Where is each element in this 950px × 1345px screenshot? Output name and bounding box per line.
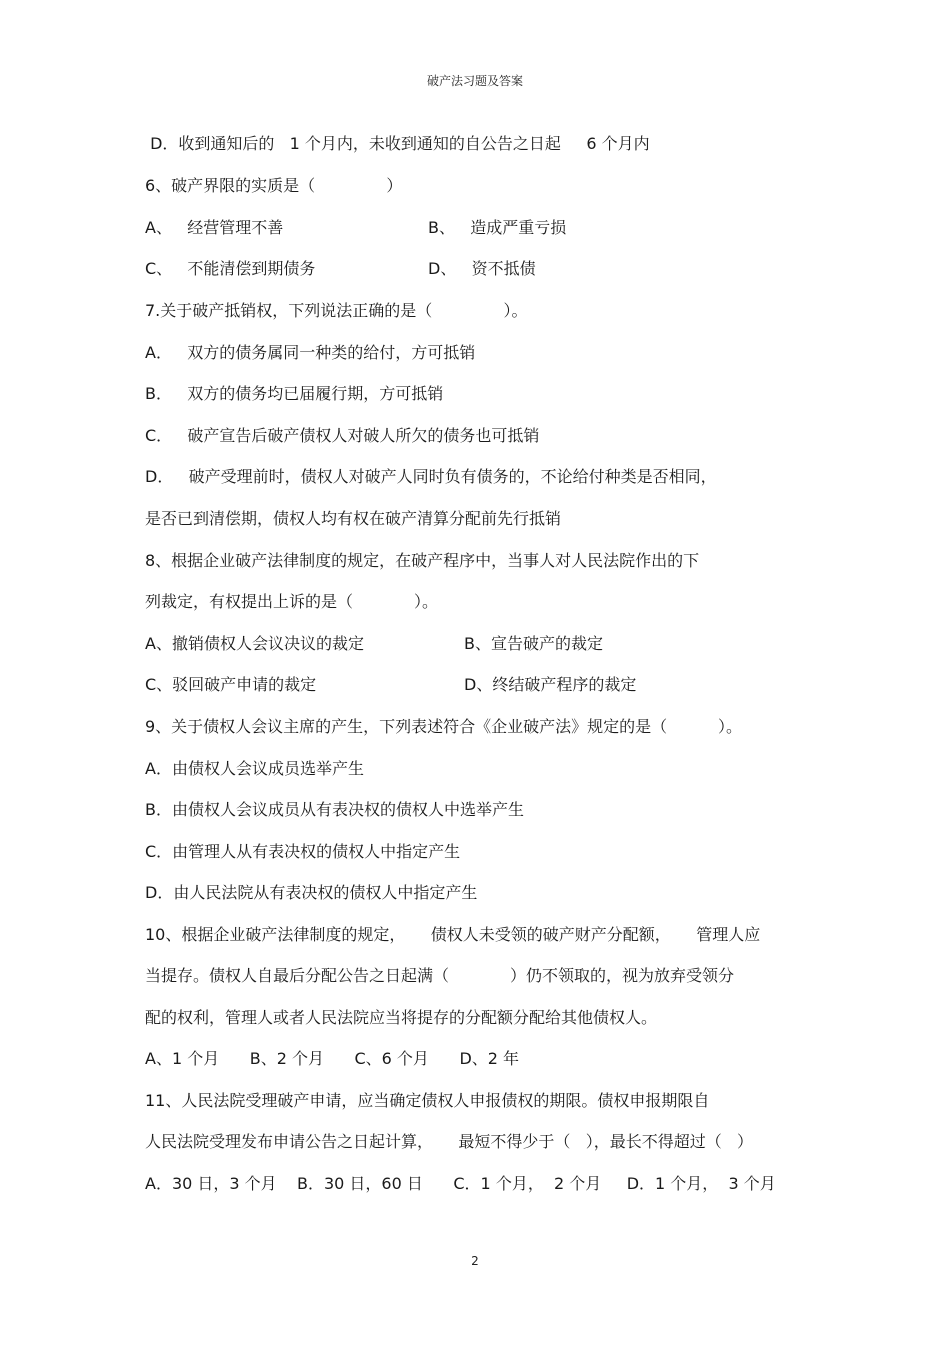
q5-option-d: D．收到通知后的 1 个月内，未收到通知的自公告之日起 6 个月内 [145, 134, 650, 153]
q11-options: A．30 日，3 个月 B．30 日，60 日 C．1 个月， 2 个月 D．1 个月， 3 个月 [145, 1174, 776, 1193]
q10-stem: 10、根据企业破产法律制度的规定， 债权人未受领的破产财产分配额， 管理人应 [145, 925, 761, 944]
q9-stem: 9、关于债权人会议主席的产生，下列表述符合《企业破产法》规定的是（ ）。 [145, 717, 743, 736]
q6-option-a: A、 经营管理不善 [145, 218, 284, 237]
q7-option-c: C． 破产宣告后破产债权人对破人所欠的债务也可抵销 [145, 426, 540, 445]
q9-option-d: D．由人民法院从有表决权的债权人中指定产生 [145, 883, 478, 902]
q7-stem: 7.关于破产抵销权，下列说法正确的是（ ）。 [145, 301, 528, 320]
q11-stem-cont: 人民法院受理发布申请公告之日起计算， 最短不得少于（ ），最长不得超过（ ） [145, 1132, 753, 1151]
q7-option-d-cont: 是否已到清偿期，债权人均有权在破产清算分配前先行抵销 [145, 509, 562, 528]
q6-option-c: C、 不能清偿到期债务 [145, 259, 316, 278]
q8-option-c: C、驳回破产申请的裁定 [145, 675, 317, 694]
q6-option-b: B、 造成严重亏损 [428, 218, 567, 237]
q9-option-a: A．由债权人会议成员选举产生 [145, 759, 364, 778]
q7-option-d: D． 破产受理前时，债权人对破产人同时负有债务的，不论给付种类是否相同， [145, 467, 717, 486]
q9-option-c: C．由管理人从有表决权的债权人中指定产生 [145, 842, 461, 861]
q8-option-d: D、终结破产程序的裁定 [464, 675, 637, 694]
q11-stem: 11、人民法院受理破产申请，应当确定债权人申报债权的期限。债权申报期限自 [145, 1091, 710, 1110]
q8-stem-cont: 列裁定，有权提出上诉的是（ ）。 [145, 592, 439, 611]
q6-option-d: D、 资不抵债 [428, 259, 536, 278]
q7-option-b: B． 双方的债务均已届履行期，方可抵销 [145, 384, 444, 403]
q10-stem-cont-2: 配的权利，管理人或者人民法院应当将提存的分配额分配给其他债权人。 [145, 1008, 658, 1027]
page-header: 破产法习题及答案 [426, 74, 523, 88]
q7-option-a: A． 双方的债务属同一种类的给付，方可抵销 [145, 343, 476, 362]
page-number: 2 [471, 1254, 479, 1268]
q9-option-b: B．由债权人会议成员从有表决权的债权人中选举产生 [145, 800, 524, 819]
q10-options: A、1 个月 B、2 个月 C、6 个月 D、2 年 [145, 1049, 520, 1068]
q8-option-b: B、宣告破产的裁定 [464, 634, 603, 653]
q10-stem-cont-1: 当提存。债权人自最后分配公告之日起满（ ）仍不领取的，视为放弃受领分 [145, 966, 735, 985]
q8-option-a: A、撤销债权人会议决议的裁定 [145, 634, 364, 653]
q6-stem: 6、破产界限的实质是（ ） [145, 176, 403, 195]
q8-stem: 8、根据企业破产法律制度的规定，在破产程序中，当事人对人民法院作出的下 [145, 551, 700, 570]
